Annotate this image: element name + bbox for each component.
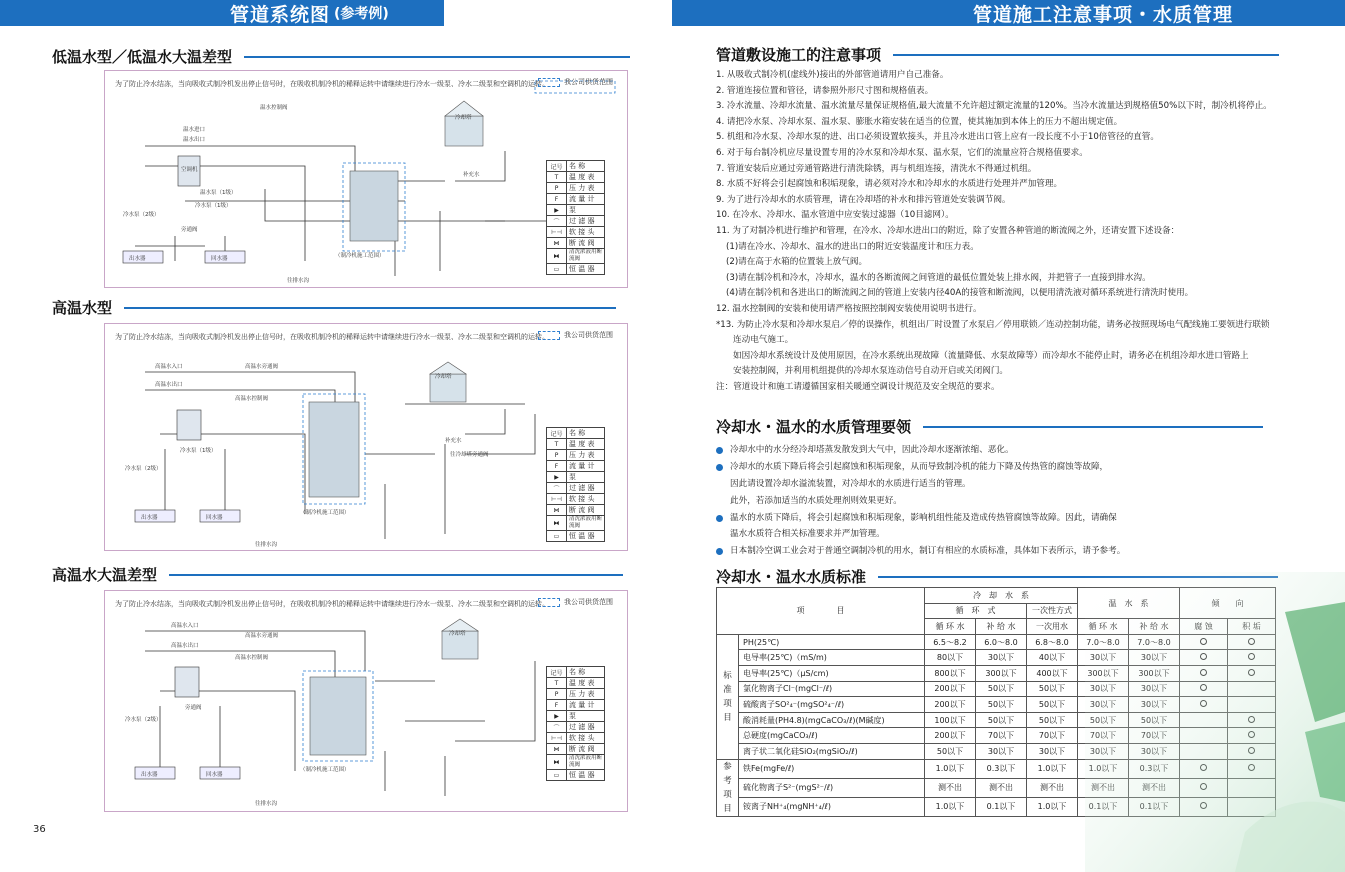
value-cell: 6.8～8.0 — [1027, 634, 1078, 650]
cleaning-valve-icon: ⧓ — [547, 755, 567, 770]
right-banner-title: 管道施工注意事项・水质管理 — [972, 3, 1233, 26]
thermometer-icon: T — [547, 678, 567, 689]
item-name: 硫化物离子S²⁻(mgS²⁻/ℓ) — [739, 778, 925, 797]
cleaning-valve-icon: ⧓ — [547, 249, 567, 264]
bullet-item — [716, 442, 1125, 459]
flowmeter-icon: F — [547, 461, 567, 472]
label-outlet-tank: 出水器 — [141, 515, 158, 521]
legend-name: 流 量 计 — [567, 461, 605, 472]
value-cell: 50以下 — [976, 681, 1027, 697]
item-name: 铁Fe(mgFe/ℓ) — [739, 759, 925, 778]
note-line: 3. 冷水流量、冷却水流量、温水流量尽量保证规格值,最大流量不允许超过额定流量的120%。当冷水流量达到规格值50%以下时，制冷机将停止。 — [716, 101, 1272, 112]
shutoff-valve-icon: ⋈ — [547, 505, 567, 516]
section-title: 管道敷设施工的注意事项 — [716, 46, 882, 64]
legend-name: 清洗浓液用断流阀 — [567, 249, 605, 264]
label-hot-in: 高温水入口 — [171, 623, 199, 629]
sub-header: 一次用水 — [1027, 619, 1078, 635]
value-cell: 80以下 — [925, 650, 976, 666]
legend-name: 泵 — [567, 205, 605, 216]
value-cell: 70以下 — [1027, 728, 1078, 744]
value-cell: 50以下 — [1027, 712, 1078, 728]
legend-name: 断 流 阀 — [567, 744, 605, 755]
legend-table-3 — [546, 666, 605, 781]
label-to-tower-bypass: 往冷却塔旁通阀 — [450, 452, 489, 458]
label-cooling-tower: 冷却塔 — [455, 115, 472, 121]
bullet-text: 温水的水质下降后，将会引起腐蚀和积垢现象，影响机组性能及造成传热管腐蚀等故障。因此，请确保 — [730, 512, 1117, 523]
legend-name: 清洗浓液用断流阀 — [567, 516, 605, 531]
value-cell: 测不出 — [1027, 778, 1078, 797]
label-ctrl-valve: 温水控制阀 — [260, 105, 288, 111]
legend-name: 软 接 头 — [567, 494, 605, 505]
note-line: *13. 为防止冷水泵和冷却水泵启／停的误操作，机组出厂时设置了水泵启／停用联锁／连动控制功能，请务必按照现场电气配线施工要领进行联锁 — [716, 319, 1270, 330]
strainer-icon: ⌒ — [547, 483, 567, 494]
label-hot-ctrl: 高温水控制阀 — [235, 396, 269, 402]
note-line: 4. 请把冷水泵、冷却水泵、温水泵、膨胀水箱安装在适当的位置，使其施加到本体上的压力不超出规定值。 — [716, 116, 1123, 127]
item-name: 铵离子NH⁺₄(mgNH⁺₄/ℓ) — [739, 797, 925, 816]
value-cell: 1.0以下 — [1027, 797, 1078, 816]
label-outlet-tank: 出水器 — [141, 772, 158, 778]
item-name: 电导率(25℃)（μS/cm) — [739, 665, 925, 681]
section-heading-high-temp — [52, 297, 616, 318]
dashed-box-icon — [538, 331, 560, 340]
note-line: (4)请在制冷机和各进出口的断流阀之间的管道上安装内径40A的接管和断流阀，以便用清洗液对循环系统进行清洗时使用。 — [726, 288, 1194, 299]
label-chiller-scope: （制冷机施工范围） — [335, 253, 385, 259]
item-name: 离子状二氧化硅SiO₂(mgSiO₂/ℓ) — [739, 743, 925, 759]
label-hot-out: 高温水出口 — [155, 382, 183, 388]
legend-name: 过 滤 器 — [567, 216, 605, 227]
heading-rule — [169, 574, 623, 576]
label-drain: 往排水沟 — [255, 542, 278, 548]
legend-name: 温 度 表 — [567, 172, 605, 183]
value-cell: 30以下 — [1027, 743, 1078, 759]
label-bypass: 旁通阀 — [181, 227, 198, 233]
label-cold-pump2: 冷水泵（2级） — [125, 466, 162, 472]
value-cell: 0.1以下 — [976, 797, 1027, 816]
section-title: 高温水型 — [52, 299, 113, 317]
dashed-box-icon — [538, 598, 560, 607]
heading-rule — [244, 56, 630, 58]
note-line: 11. 为了对制冷机进行维护和管理，在冷水、冷却水进出口的附近，除了安置各种管道的断流阀之外，还请安置下述设备： — [716, 225, 1180, 236]
supply-scope-key — [538, 597, 613, 607]
note-line: 2. 管道连接位置和管径，请参照外形尺寸图和规格值表。 — [716, 85, 934, 96]
group-label: 参 考 项 目 — [717, 759, 739, 816]
header-cycle: 循 环 式 — [925, 603, 1027, 619]
label-return-tank: 回水器 — [206, 772, 223, 778]
note-line: 10. 在冷水、冷却水、温水管道中应安装过滤器（10目滤网）。 — [716, 210, 954, 221]
value-cell: 400以下 — [1027, 665, 1078, 681]
legend-name: 压 力 表 — [567, 450, 605, 461]
value-cell: 30以下 — [976, 743, 1027, 759]
item-name: 硫酸离子SO²₄⁻(mgSO²₄⁻/ℓ) — [739, 697, 925, 713]
value-cell: 50以下 — [1027, 681, 1078, 697]
section-title: 冷却水・温水水质标准 — [716, 568, 867, 586]
thermostat-icon: ▭ — [547, 531, 567, 542]
decorative-corner-graphic — [1085, 572, 1345, 872]
legend-header-symbol: 记号 — [547, 161, 567, 172]
legend-header-symbol: 记号 — [547, 428, 567, 439]
flex-joint-icon: ⊢⊣ — [547, 494, 567, 505]
label-cold-pump1: 冷水泵（1级） — [195, 203, 232, 209]
label-make-up: 补充水 — [463, 172, 480, 178]
legend-name: 断 流 阀 — [567, 505, 605, 516]
thermostat-icon: ▭ — [547, 264, 567, 275]
value-cell: 1.0以下 — [925, 797, 976, 816]
heading-rule — [923, 426, 1263, 428]
bullet-item — [716, 510, 1125, 527]
group-label: 标 准 项 目 — [717, 634, 739, 759]
value-cell: 200以下 — [925, 728, 976, 744]
legend-name: 流 量 计 — [567, 194, 605, 205]
label-cooling-tower: 冷却塔 — [449, 631, 466, 637]
bullet-dot-icon — [716, 447, 723, 454]
label-warm-pump1: 温水泵（1级） — [200, 190, 237, 196]
section-heading-low-temp — [52, 46, 630, 67]
section-title: 高温水大温差型 — [52, 566, 158, 584]
label-outlet-tank: 出水器 — [129, 256, 146, 262]
bullet-continuation: 温水水质符合相关标准要求并严加管理。 — [730, 529, 885, 540]
legend-name: 恒 温 器 — [567, 770, 605, 781]
strainer-icon: ⌒ — [547, 722, 567, 733]
value-cell: 50以下 — [925, 743, 976, 759]
note-line: 6. 对于每台制冷机应尽量设置专用的冷水泵和冷却水泵、温水泵，它们的流量应符合规格值要求。 — [716, 147, 1088, 158]
legend-name: 压 力 表 — [567, 689, 605, 700]
label-return-tank: 回水器 — [211, 256, 228, 262]
thermometer-icon: T — [547, 172, 567, 183]
flowmeter-icon: F — [547, 194, 567, 205]
note-line: 注：管道设计和施工请遵循国家相关暖通空调设计规范及安全规范的要求。 — [716, 381, 1000, 392]
shutoff-valve-icon: ⋈ — [547, 744, 567, 755]
legend-name: 过 滤 器 — [567, 483, 605, 494]
bullet-continuation: 因此请设置冷却水溢流装置，对冷却水的水质进行适当的管理。 — [730, 478, 971, 489]
piping-notes-list — [716, 68, 1272, 395]
legend-name: 断 流 阀 — [567, 238, 605, 249]
left-banner-subtitle: (参考例) — [334, 6, 389, 22]
note-line: 5. 机组和冷水泵、冷却水泵的进、出口必须设置软接头，并且冷水进出口管上应有一段长度不小于10倍管径的直管。 — [716, 132, 1159, 143]
label-hot-bypass: 高温水旁通阀 — [245, 633, 279, 639]
pressure-gauge-icon: P — [547, 450, 567, 461]
note-line: 8. 水质不好将会引起腐蚀和积垢现象，请必须对冷水和冷却水的水质进行处理并严加管理。 — [716, 179, 1063, 190]
label-cold-pump2: 冷水泵（2级） — [125, 717, 162, 723]
note-line: 1. 从吸收式制冷机(虚线外)接出的外部管道请用户自己准备。 — [716, 70, 949, 80]
bullet-item — [716, 459, 1125, 476]
note-line: (3)请在制冷机和冷水，冷却水，温水的各断流阀之间管道的最低位置处装上排水阀，并把管子一直接到排水沟。 — [726, 272, 1151, 283]
legend-header-name: 名 称 — [567, 667, 605, 678]
sub-header: 补 给 水 — [976, 619, 1027, 635]
value-cell: 40以下 — [1027, 650, 1078, 666]
pressure-gauge-icon: P — [547, 183, 567, 194]
bullet-text: 日本制冷空调工业会对于普通空调制冷机的用水，制订有相应的水质标准，具体如下表所示，请予参考。 — [730, 546, 1126, 557]
pump-icon: ▶ — [547, 205, 567, 216]
label-cold-pump2: 冷水泵（2级） — [123, 212, 160, 218]
flex-joint-icon: ⊢⊣ — [547, 227, 567, 238]
header-cooling: 冷 却 水 系 — [925, 588, 1078, 604]
header-item: 项 目 — [717, 588, 925, 635]
legend-name: 清洗浓液用断流阀 — [567, 755, 605, 770]
bullet-dot-icon — [716, 548, 723, 555]
supply-scope-label: 我公司供货范围 — [564, 598, 613, 606]
dashed-box-icon — [538, 78, 560, 87]
note-line: (2)请在高于水箱的位置装上放气阀。 — [726, 257, 868, 268]
legend-name: 温 度 表 — [567, 678, 605, 689]
note-line: 12. 温水控制阀的安装和使用请严格按照控制阀安装使用说明书进行。 — [716, 303, 982, 314]
supply-scope-label: 我公司供货范围 — [564, 78, 613, 86]
value-cell: 50以下 — [976, 712, 1027, 728]
legend-name: 泵 — [567, 711, 605, 722]
pump-icon: ▶ — [547, 711, 567, 722]
pump-icon: ▶ — [547, 472, 567, 483]
legend-name: 温 度 表 — [567, 439, 605, 450]
section-title: 低温水型／低温水大温差型 — [52, 48, 233, 66]
legend-name: 压 力 表 — [567, 183, 605, 194]
value-cell: 0.3以下 — [976, 759, 1027, 778]
label-chiller-scope: （制冷机施工范围） — [300, 510, 350, 516]
flowmeter-icon: F — [547, 700, 567, 711]
label-make-up: 补充水 — [445, 438, 462, 444]
legend-table-1 — [546, 160, 605, 275]
value-cell: 70以下 — [976, 728, 1027, 744]
right-banner — [672, 0, 1345, 26]
item-name: 酸消耗量(PH4.8)(mgCaCO₃/ℓ)(M碱度) — [739, 712, 925, 728]
shutoff-valve-icon: ⋈ — [547, 238, 567, 249]
legend-name: 软 接 头 — [567, 733, 605, 744]
legend-name: 软 接 头 — [567, 227, 605, 238]
value-cell: 测不出 — [925, 778, 976, 797]
value-cell: 200以下 — [925, 697, 976, 713]
legend-name: 过 滤 器 — [567, 722, 605, 733]
note-line: (1)请在冷水、冷却水、温水的进出口的附近安装温度计和压力表。 — [726, 241, 979, 252]
value-cell: 100以下 — [925, 712, 976, 728]
supply-scope-key — [538, 77, 613, 87]
bullet-dot-icon — [716, 515, 723, 522]
item-name: 总硬度(mgCaCO₃/ℓ) — [739, 728, 925, 744]
heading-rule — [124, 307, 616, 309]
legend-header-name: 名 称 — [567, 161, 605, 172]
page-number: 36 — [33, 824, 46, 835]
item-name: 电导率(25℃)（mS/m) — [739, 650, 925, 666]
value-cell: 200以下 — [925, 681, 976, 697]
note-line: 7. 管道安装后应通过旁通管路进行清洗除锈，再与机组连接，清洗水不得通过机组。 — [716, 163, 1037, 174]
label-cooling-tower: 冷却塔 — [435, 374, 452, 380]
label-bypass: 旁通阀 — [185, 705, 202, 711]
label-drain: 往排水沟 — [255, 801, 278, 807]
legend-name: 泵 — [567, 472, 605, 483]
left-banner-title: 管道系统图 — [230, 3, 331, 26]
flex-joint-icon: ⊢⊣ — [547, 733, 567, 744]
legend-header-name: 名 称 — [567, 428, 605, 439]
pressure-gauge-icon: P — [547, 689, 567, 700]
legend-header-symbol: 记号 — [547, 667, 567, 678]
heading-rule — [893, 54, 1279, 56]
section-heading-water-quality — [716, 416, 1263, 437]
value-cell: 1.0以下 — [1027, 759, 1078, 778]
header-once: 一次性方式 — [1027, 603, 1078, 619]
legend-name: 恒 温 器 — [567, 264, 605, 275]
value-cell: 1.0以下 — [925, 759, 976, 778]
note-line: 如因冷却水系统设计及使用原因，在冷水系统出现故障（流量降低、水泵故障等）而冷却水不能停止时，请务必在机组冷却水进口管路上 — [733, 350, 1249, 361]
label-chiller-scope: （制冷机施工范围） — [300, 767, 350, 773]
item-name: 氯化物离子Cl⁻(mgCl⁻/ℓ) — [739, 681, 925, 697]
section-title: 冷却水・温水的水质管理要领 — [716, 418, 912, 436]
strainer-icon: ⌒ — [547, 216, 567, 227]
label-ahu: 空调机 — [181, 167, 198, 173]
label-hot-in: 高温水入口 — [155, 364, 183, 370]
supply-scope-label: 我公司供货范围 — [564, 331, 613, 339]
section-heading-high-temp-large-diff — [52, 564, 623, 585]
label-hot-out: 高温水出口 — [171, 643, 199, 649]
item-name: PH(25℃) — [739, 634, 925, 650]
cleaning-valve-icon: ⧓ — [547, 516, 567, 531]
value-cell: 800以下 — [925, 665, 976, 681]
thermostat-icon: ▭ — [547, 770, 567, 781]
value-cell: 30以下 — [976, 650, 1027, 666]
label-warm-in: 温水进口 — [183, 127, 206, 133]
bullet-dot-icon — [716, 464, 723, 471]
label-return-tank: 回水器 — [206, 515, 223, 521]
left-banner — [0, 0, 444, 26]
value-cell: 50以下 — [1027, 697, 1078, 713]
label-hot-ctrl: 高温水控制阀 — [235, 655, 269, 661]
note-line: 9. 为了进行冷却水的水质管理，请在冷却塔的补水和排污管道处安装调节阀。 — [716, 194, 1011, 205]
diagram-note: 为了防止冷水结冻，当向吸收式制冷机发出停止信号时，在吸收机制冷机的稀释运转中请继续进行冷水一级泵、冷水二级泵和空调机的运转。 — [115, 600, 549, 608]
value-cell: 6.0～8.0 — [976, 634, 1027, 650]
value-cell: 300以下 — [976, 665, 1027, 681]
legend-name: 恒 温 器 — [567, 531, 605, 542]
label-warm-out: 温水出口 — [183, 137, 206, 143]
legend-name: 流 量 计 — [567, 700, 605, 711]
label-cold-pump1: 冷水泵（1级） — [180, 448, 217, 454]
bullet-text: 冷却水中的水分经冷却塔蒸发散发到大气中，因此冷却水逐渐浓缩、恶化。 — [730, 445, 1014, 455]
bullet-continuation: 此外，若添加适当的水质处理剂则效果更好。 — [730, 495, 902, 506]
water-quality-bullets — [716, 442, 1125, 560]
value-cell: 测不出 — [976, 778, 1027, 797]
label-hot-bypass: 高温水旁通阀 — [245, 364, 279, 370]
diagram-note: 为了防止冷水结冻，当向吸收式制冷机发出停止信号时，在吸收机制冷机的稀释运转中请继续进行冷水一级泵、冷水二级泵和空调机的运转。 — [115, 333, 549, 341]
label-drain: 往排水沟 — [287, 278, 310, 284]
bullet-item — [716, 543, 1125, 560]
legend-table-2 — [546, 427, 605, 542]
section-heading-piping-notes — [716, 44, 1279, 65]
value-cell: 6.5～8.2 — [925, 634, 976, 650]
sub-header: 循 环 水 — [925, 619, 976, 635]
note-line: 安装控制阀，并利用机组提供的冷却水泵连动信号自动开启或关闭阀门。 — [733, 366, 1009, 377]
supply-scope-key — [538, 330, 613, 340]
bullet-text: 冷却水的水质下降后将会引起腐蚀和积垢现象，从而导致制冷机的能力下降及传热管的腐蚀等故障， — [730, 461, 1109, 472]
value-cell: 50以下 — [976, 697, 1027, 713]
diagram-note: 为了防止冷水结冻，当向吸收式制冷机发出停止信号时，在吸收机制冷机的稀释运转中请继续进行冷水一级泵、冷水二级泵和空调机的运转。 — [115, 80, 549, 88]
note-line: 连动电气施工。 — [733, 335, 794, 346]
thermometer-icon: T — [547, 439, 567, 450]
